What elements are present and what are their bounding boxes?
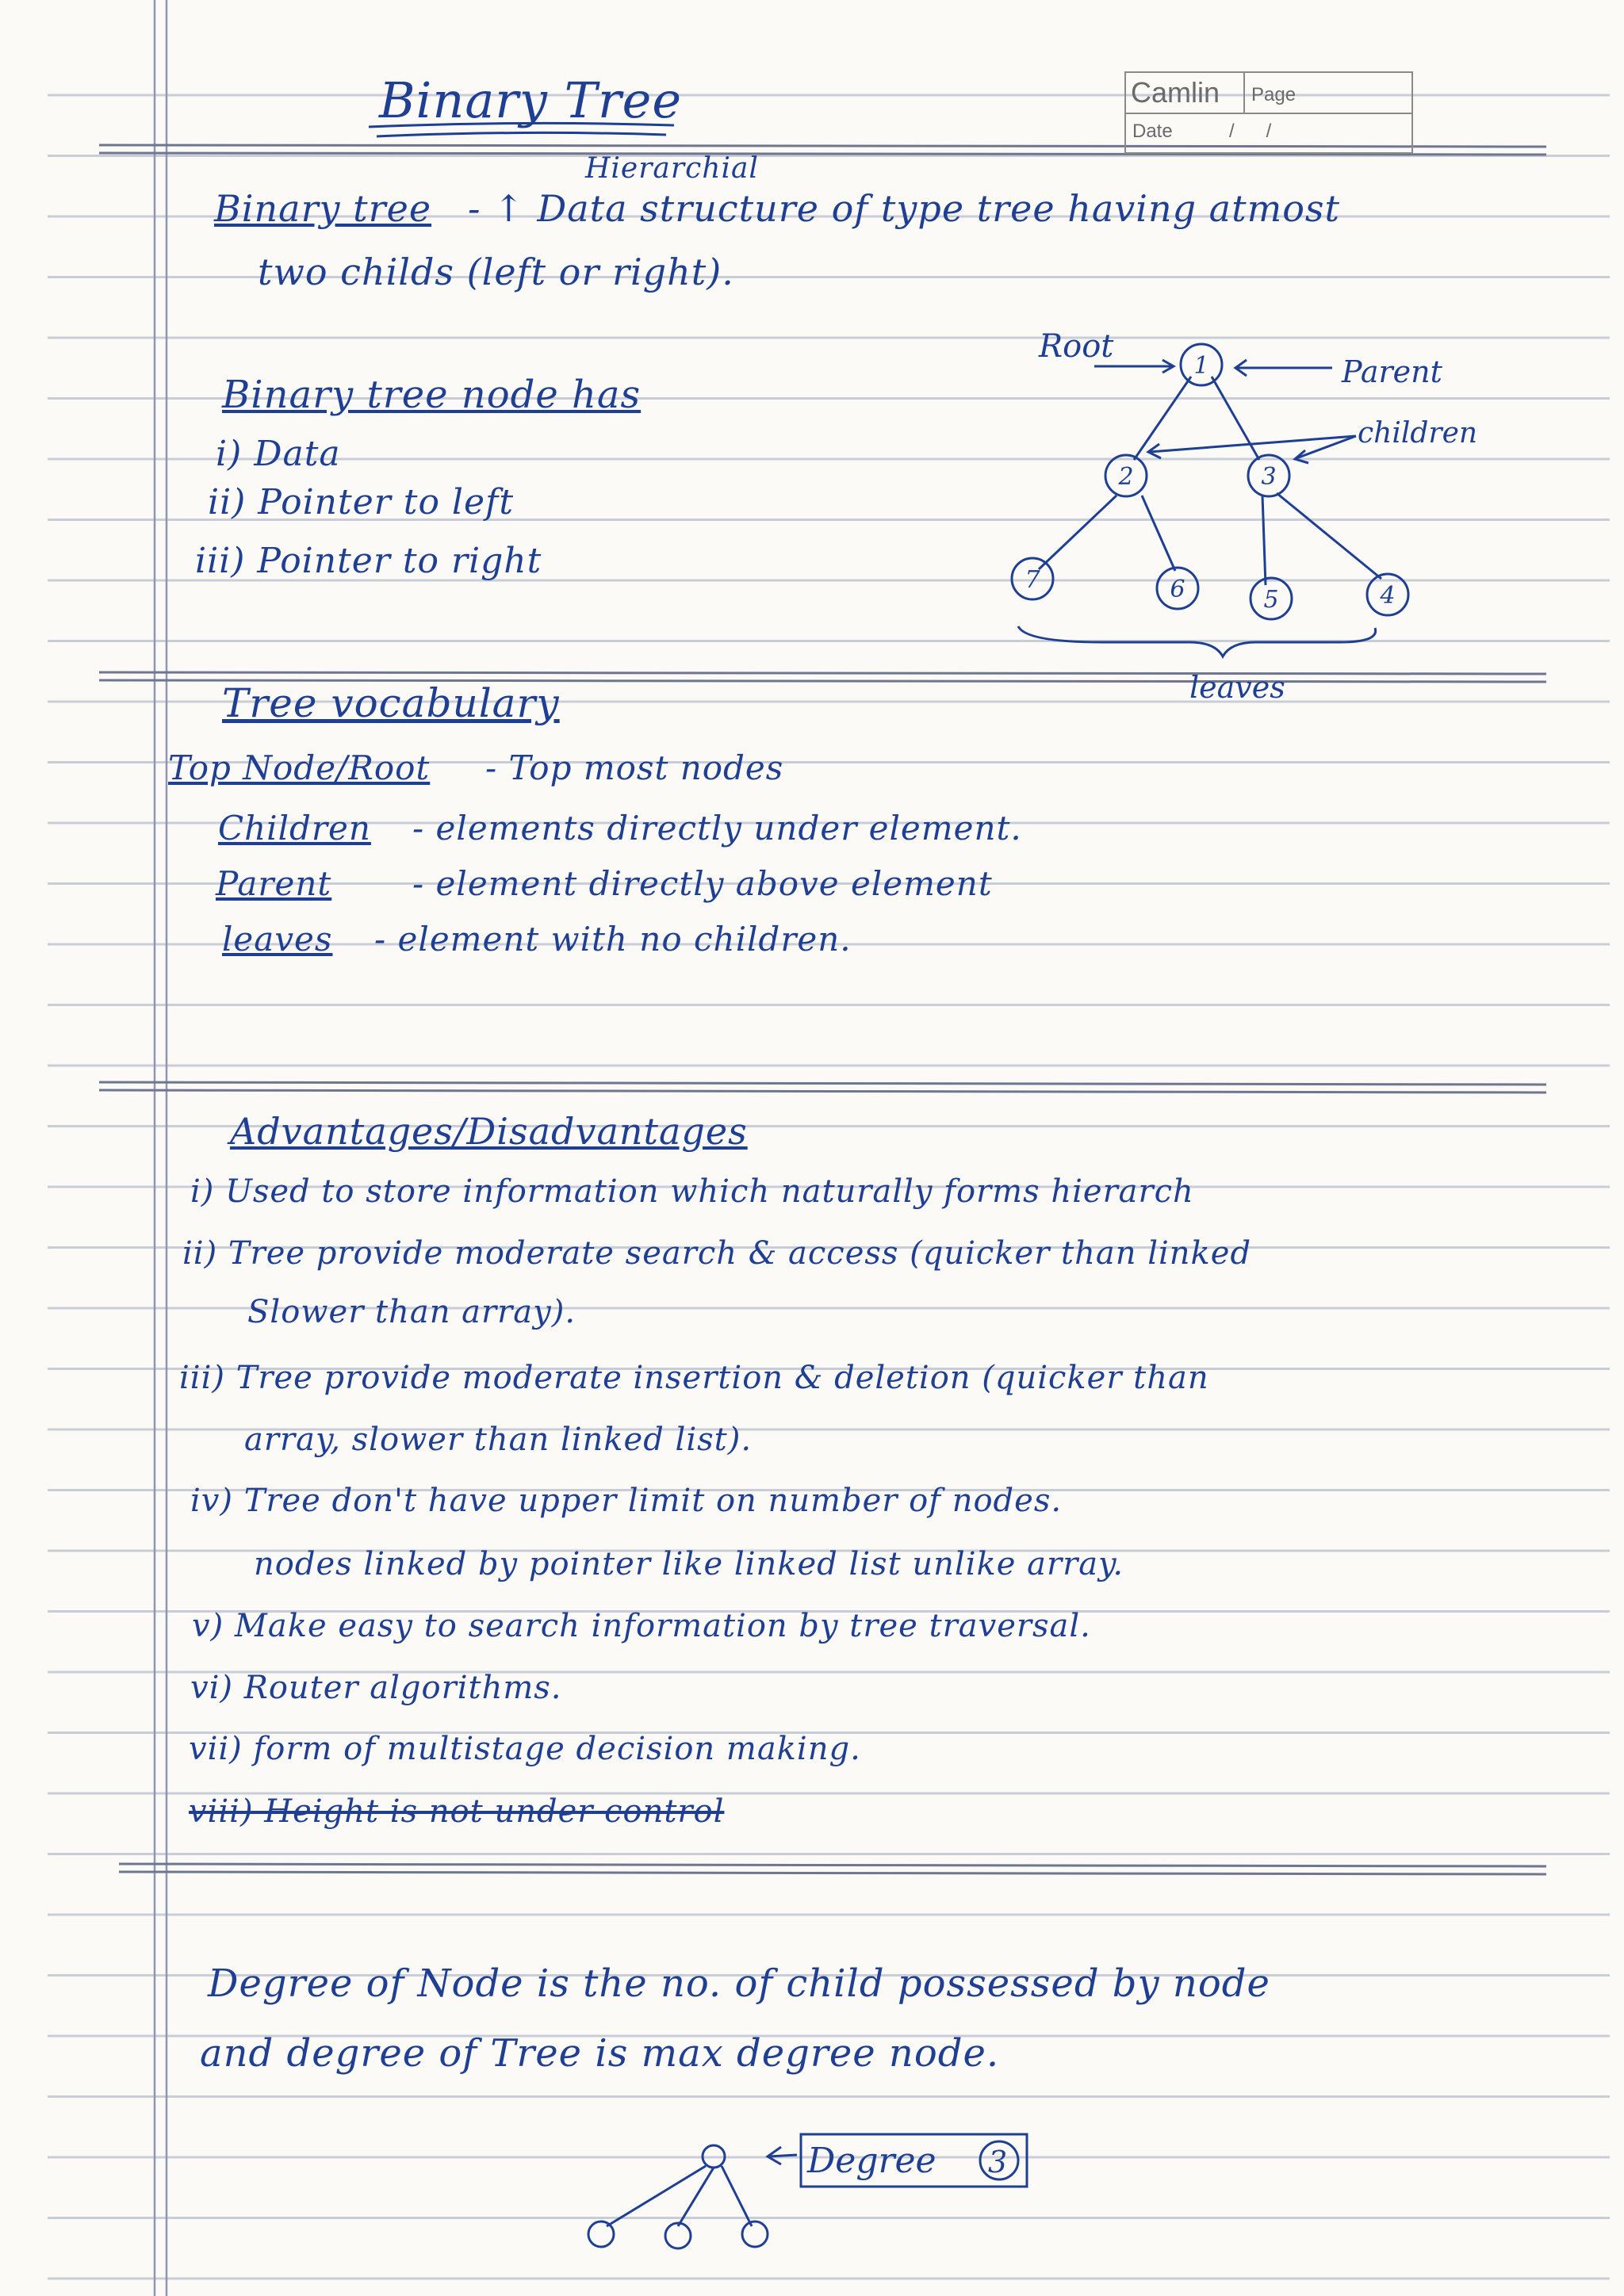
tree-node-label: 5 [1263,586,1279,614]
definition-line-2: two childs (left or right). [258,251,734,293]
definition-insert: Hierarchial [585,152,759,185]
advantage-line-struck: viii) Height is not under control [189,1793,725,1830]
tree-node-label: 4 [1380,582,1396,610]
vocabulary-heading: Tree vocabulary [222,680,560,726]
vocab-def: - element directly above element [412,864,993,903]
stamp-brand: Camlin [1131,76,1220,109]
tree-node-label: 2 [1118,463,1134,491]
parent-label: Parent [1342,354,1442,389]
vocab-def: - Top most nodes [485,748,784,787]
stamp-date-separators: / / [1229,121,1272,142]
tree-node-label: 3 [1261,463,1277,491]
degree-box-value: 3 [988,2145,1008,2179]
tree-node-label: 6 [1170,576,1185,603]
vocab-def: - element with no children. [374,920,852,959]
advantage-line: v) Make easy to search information by tree traversal. [192,1608,1091,1644]
vocab-term: Parent [216,864,332,903]
degree-box-label: Degree [807,2141,936,2181]
advantage-line: nodes linked by pointer like linked list unlike array. [254,1546,1124,1582]
title-underline [365,119,682,143]
definition-label: Binary tree [214,187,432,230]
advantage-line: Slower than array). [247,1294,576,1330]
node-has-item: iii) Pointer to right [195,541,542,581]
advantage-line: vi) Router algorithms. [190,1670,562,1706]
vocab-def: - elements directly under element. [412,809,1022,848]
tree-node-label: 7 [1025,566,1040,594]
advantages-heading: Advantages/Disadvantages [230,1110,748,1153]
leaves-label: leaves [1189,670,1285,705]
advantage-line: ii) Tree provide moderate search & access (quicker than linked [182,1235,1252,1272]
stamp-date-label: Date [1132,121,1173,142]
node-has-item: i) Data [216,434,341,474]
node-has-item: ii) Pointer to left [208,482,514,522]
vocab-term: Children [218,809,371,848]
camlin-stamp [1124,71,1413,154]
degree-line-2: and degree of Tree is max degree node. [200,2031,1000,2076]
degree-example-diagram [571,2133,1078,2252]
advantage-line: iii) Tree provide moderate insertion & deletion (quicker than [179,1360,1209,1396]
binary-tree-diagram [1007,317,1515,714]
stamp-page-label: Page [1251,84,1297,105]
node-has-heading: Binary tree node has [222,373,642,417]
advantage-line: i) Used to store information which naturally forms hierarch [190,1173,1194,1210]
vocab-term: leaves [222,920,333,959]
vocab-term: Top Node/Root [168,748,431,787]
advantage-line: vii) form of multistage decision making. [189,1731,861,1767]
root-label: Root [1039,328,1114,365]
children-label: children [1358,417,1478,450]
degree-line-1: Degree of Node is the no. of child possessed by node [208,1961,1270,2006]
advantage-line: iv) Tree don't have upper limit on number of nodes. [190,1483,1063,1519]
tree-node-label: 1 [1193,352,1209,380]
page-title: Binary Tree [379,71,683,129]
definition-line-1: - ↑ Data structure of type tree having atmost [468,187,1340,230]
advantage-line: array, slower than linked list). [244,1422,753,1458]
